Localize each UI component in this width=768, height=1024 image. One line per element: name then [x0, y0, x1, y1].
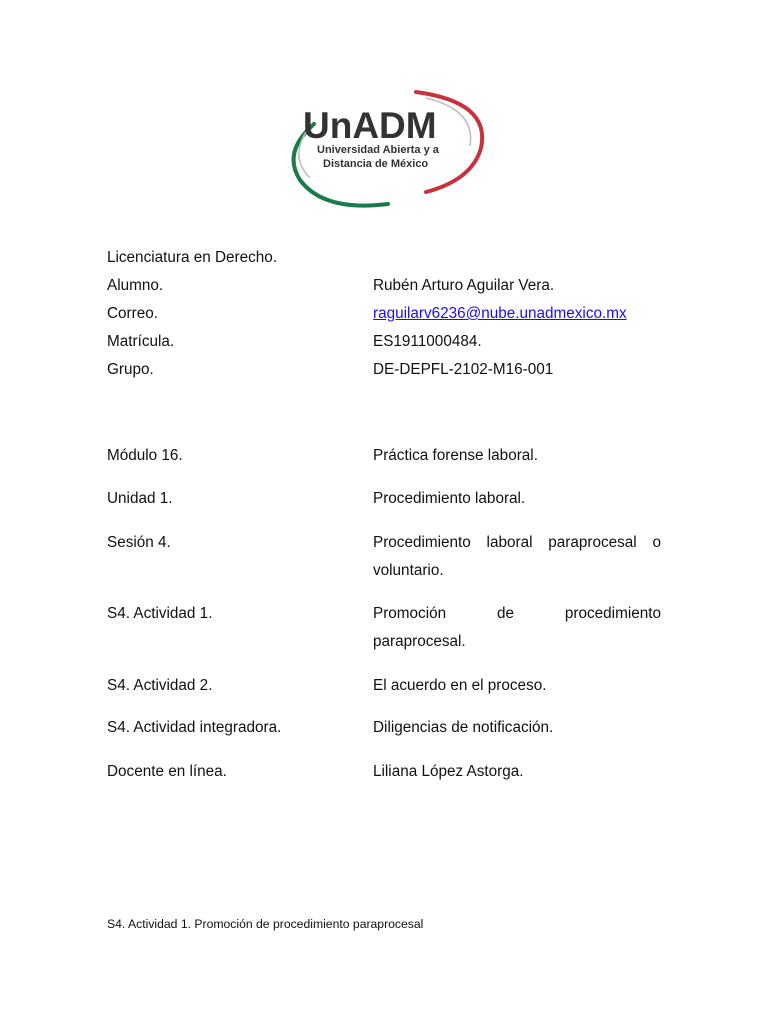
- logo-wordmark: UnADM: [303, 105, 437, 146]
- module-value: Práctica forense laboral.: [373, 447, 538, 464]
- degree-title: Licenciatura en Derecho.: [107, 249, 278, 266]
- unit-value: Procedimiento laboral.: [373, 490, 526, 507]
- activity1-value-line2: paraprocesal.: [373, 633, 466, 650]
- group-value: DE-DEPFL-2102-M16-001: [373, 361, 554, 378]
- activity2-value: El acuerdo en el proceso.: [373, 677, 547, 694]
- teacher-label: Docente en línea.: [107, 763, 227, 780]
- email-link[interactable]: raguilarv6236@nube.unadmexico.mx: [373, 305, 627, 322]
- unadm-logo: [276, 88, 492, 213]
- page-footer: S4. Actividad 1. Promoción de procedimiento paraprocesal: [107, 917, 424, 931]
- session-label: Sesión 4.: [107, 534, 171, 551]
- unit-label: Unidad 1.: [107, 490, 173, 507]
- teacher-value: Liliana López Astorga.: [373, 763, 524, 780]
- integrative-activity-label: S4. Actividad integradora.: [107, 719, 282, 736]
- email-label: Correo.: [107, 305, 159, 322]
- activity1-label: S4. Actividad 1.: [107, 605, 213, 622]
- logo-line-2: Distancia de México: [323, 158, 429, 170]
- student-label: Alumno.: [107, 277, 164, 294]
- student-name: Rubén Arturo Aguilar Vera.: [373, 277, 555, 294]
- activity2-label: S4. Actividad 2.: [107, 677, 213, 694]
- session-value-line1: Procedimiento laboral paraprocesal o: [373, 534, 661, 551]
- group-label: Grupo.: [107, 361, 154, 378]
- activity1-value-line1: Promoción de procedimiento: [373, 605, 661, 622]
- enrollment-value: ES1911000484.: [373, 333, 482, 350]
- module-label: Módulo 16.: [107, 447, 183, 464]
- enrollment-label: Matrícula.: [107, 333, 175, 350]
- logo-line-1: Universidad Abierta y a: [317, 144, 439, 156]
- session-value-line2: voluntario.: [373, 562, 444, 579]
- integrative-activity-value: Diligencias de notificación.: [373, 719, 554, 736]
